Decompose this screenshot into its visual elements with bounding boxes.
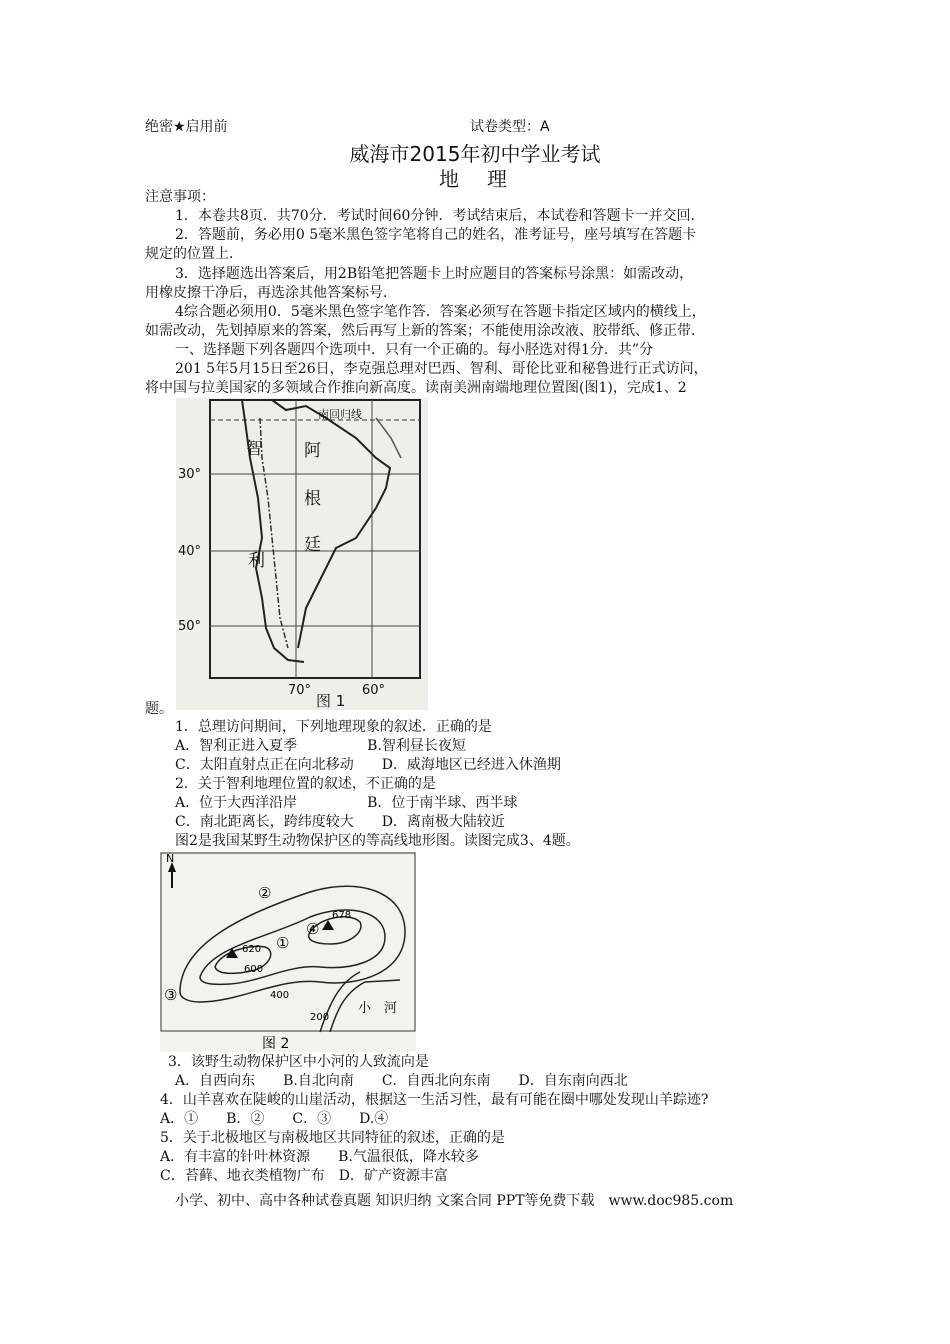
point-4-label: ④ <box>306 920 320 938</box>
question-3-options: A．自西向东 B.自北向南 C．自西北向东南 D．自东南向西北 <box>175 1073 628 1089</box>
peak-620-label: 620 <box>242 944 262 955</box>
question-1: 1．总理访问期间，下列地理现象的叙述．正确的是 <box>175 719 492 735</box>
question-5-options-ab: A．有丰富的针叶林资源 B.气温很低，降水较多 <box>160 1149 479 1165</box>
question-2: 2．关于智利地理位置的叙述，不正确的是 <box>175 776 436 792</box>
notes-heading: 注意事项： <box>145 189 215 205</box>
note-1: 1．本卷共8页．共70分．考试时间60分钟．考试结束后，本试卷和答题卡一并交回． <box>175 208 705 224</box>
chile-label-1: 智 <box>246 439 263 459</box>
question-1-options-cd: C．太阳直射点正在向北移动 D．威海地区已经进入休渔期 <box>175 757 561 773</box>
note-3b: 用橡皮擦干净后，再选涂其他答案标号． <box>145 285 397 301</box>
river-label: 小 河 <box>358 1001 398 1016</box>
lon-60-label: 60° <box>362 683 386 698</box>
figure-2-svg <box>160 852 416 1052</box>
chile-label-2: 利 <box>248 551 265 571</box>
figure-2-caption: 图 2 <box>262 1036 290 1052</box>
figure-2-map <box>160 852 416 1052</box>
note-3a: 3．选择题选出答案后，用2B铅笔把答题卡上时应题目的答案标号涂黑：如需改动， <box>175 266 694 282</box>
contour-200-label: 200 <box>310 1012 330 1023</box>
intro-line-b: 将中国与拉美国家的多领域合作推向新高度。读南美洲南端地理位置图(图1)，完成1、2 <box>145 380 687 396</box>
note-2a: 2．答题前，务必用0 5毫米黑色签字笔将自己的姓名，准考证号，座号填写在答题卡 <box>175 227 697 243</box>
subject-title: 地 理 <box>439 167 511 191</box>
tropic-label: 南回归线 <box>318 408 362 421</box>
question-2-options-cd: C．南北距离长，跨纬度较大 D．离南极大陆较近 <box>175 814 505 830</box>
argentina-label-3: 廷 <box>304 535 321 555</box>
figure-1-svg <box>176 398 428 710</box>
argentina-label-2: 根 <box>304 489 321 509</box>
paper-type: 试卷类型：A <box>470 119 550 135</box>
contour-600-label: 600 <box>244 964 264 975</box>
intro-line-a: 201 5年5月15日至26日，李克强总理对巴西、智利、哥伦比亚和秘鲁进行正式访问， <box>175 361 708 377</box>
note-4a: 4综合题必须用0．5毫米黑色签字笔作答．答案必须写在答题卡指定区域内的横线上， <box>175 304 706 320</box>
peak-678-label: 678 <box>332 910 352 921</box>
lat-50-label: 50° <box>178 619 202 634</box>
lon-70-label: 70° <box>288 683 312 698</box>
figure-1-map <box>176 398 428 710</box>
exam-title: 威海市2015年初中学业考试 <box>349 142 601 166</box>
figure-1-caption: 图 1 <box>316 692 346 710</box>
question-4: 4．山羊喜欢在陡峻的山崖活动，根据这一生活习性，最有可能在圈中哪处发现山羊踪迹? <box>160 1092 709 1108</box>
question-1-options-ab: A．智利正进入夏季 B.智利昼长夜短 <box>175 738 466 754</box>
note-4b: 如需改动，先划掉原来的答案，然后再写上新的答案；不能使用涂改液、胶带纸、修正带． <box>145 323 705 339</box>
question-5: 5．关于北极地区与南极地区共同特征的叙述，正确的是 <box>160 1130 505 1146</box>
intro-line-c: 题。 <box>145 701 173 717</box>
section-1-heading: 一、选择题下列各题四个选项中．只有一个正确的。每小胫选对得1分．共”分 <box>175 342 654 358</box>
footer-text: 小学、初中、高中各种试卷真题 知识归纳 文案合同 PPT等免费下载 www.doc985.com <box>175 1193 734 1209</box>
lat-40-label: 40° <box>178 544 202 559</box>
figure-2-intro: 图2是我国某野生动物保护区的等高线地形图。读图完成3、4题。 <box>175 833 580 849</box>
secret-label: 绝密★启用前 <box>145 119 228 135</box>
question-4-options: A．① B．② C．③ D.④ <box>160 1111 389 1127</box>
point-2-label: ② <box>258 884 272 902</box>
contour-400-label: 400 <box>270 990 290 1001</box>
point-3-label: ③ <box>164 986 178 1004</box>
north-label: N <box>166 852 175 865</box>
argentina-label-1: 阿 <box>304 441 321 461</box>
question-5-options-cd: C．苔藓、地衣类植物广布 D．矿产资源丰富 <box>160 1168 448 1184</box>
question-2-options-ab: A．位于大西洋沿岸 B．位于南半球、西半球 <box>175 795 518 811</box>
point-1-label: ① <box>276 934 290 952</box>
lat-30-label: 30° <box>178 467 202 482</box>
note-2b: 规定的位置上． <box>145 246 243 262</box>
question-3: 3．该野生动物保护区中小河的人致流向是 <box>168 1054 429 1070</box>
